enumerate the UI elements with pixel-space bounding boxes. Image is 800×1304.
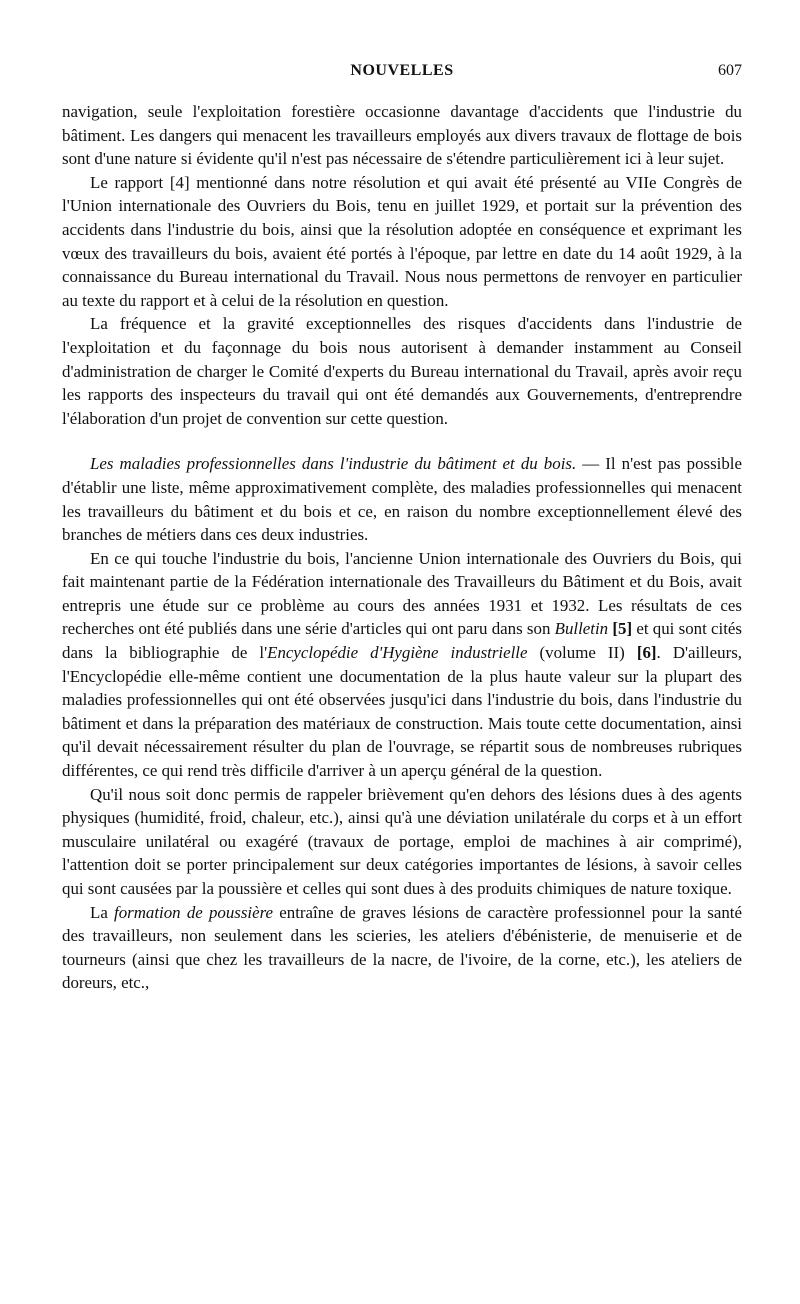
section-gap — [62, 430, 742, 452]
paragraph-5-text-c: (volume II) — [527, 643, 637, 663]
reference-5: [5] — [612, 619, 633, 639]
bulletin-title: Bulletin — [554, 619, 609, 639]
encyclopedia-title: Encyclopédie d'Hygiène industrielle — [267, 643, 528, 663]
paragraph-3: La fréquence et la gravité exceptionnelles des risques d'accidents dans l'industrie de l'exploitation et du façonnage du bois nous autorisent à demander instamment au Conseil d'administration de charger le Comité d'experts du Bureau international du Travail, après avoir reçu les rapports des inspecteurs du travail qui ont été demandés aux Gouvernements, d'entreprendre l'élaboration d'un projet de convention sur cette question. — [62, 314, 742, 428]
formation-de-poussiere: formation de poussière — [114, 902, 274, 922]
running-title: NOUVELLES — [350, 62, 454, 79]
paragraph-4-text: — Il n'est pas possible d'établir une liste, même approximativement complète, des maladies professionnelles qui menacent les travailleurs du bâtiment et du bois et ce, en raison du nombre exceptionnellement élevé des branches de métiers dans ces deux industries. — [62, 454, 742, 545]
page-number: 607 — [718, 62, 742, 79]
reference-6: [6] — [636, 643, 657, 663]
page-header — [62, 62, 742, 86]
paragraph-7 — [62, 901, 742, 995]
paragraph-5 — [62, 547, 742, 783]
paragraph-5-text-a: En ce qui touche l'industrie du bois, l'ancienne Union internationale des Ouvriers du Bois, qui fait maintenant partie de la Fédération internationale des Travailleurs du Bâtiment et du Bois, avait entrepris une étude sur ce problème au cours des années 1931 et 1932. Les résultats de ces recherches ont été publiés dans une série d'articles qui ont paru dans son — [62, 548, 742, 639]
paragraph-2: Le rapport [4] mentionné dans notre résolution et qui avait été présenté au VIIe Congrès de l'Union internationale des Ouvriers du Bois, tenu en juillet 1929, et portait sur la prévention des accidents dans l'industrie du bois, ainsi que la résolution adoptée en conséquence et exprimant les vœux des travailleurs du bois, avaient été portés à l'époque, par lettre en date du 14 août 1929, à la connaissance du Bureau international du Travail. Nous nous permettons de renvoyer en particulier au texte du rapport et à celui de la résolution en question. — [62, 172, 742, 310]
document-page — [62, 62, 742, 995]
section-heading: Les maladies professionnelles dans l'industrie du bâtiment et du bois. — [90, 454, 577, 474]
paragraph-4 — [62, 452, 742, 546]
paragraph-6: Qu'il nous soit donc permis de rappeler brièvement qu'en dehors des lésions dues à des agents physiques (humidité, froid, chaleur, etc.), ainsi qu'à une déviation unilatérale du corps et à un effort musculaire unilatéral ou exagéré (travaux de portage, emploi de machines à air comprimé), l'attention doit se porter principalement sur deux catégories importantes de lésions, à savoir celles qui sont causées par la poussière et celles qui sont dues à des produits chimiques de nature toxique. — [62, 784, 742, 898]
paragraph-5-text-b: et qui sont cités dans la bibliographie de l' — [62, 619, 742, 663]
paragraph-7-text-a: La — [90, 902, 114, 922]
paragraph-7-text-b: entraîne de graves lésions de caractère professionnel pour la santé des travailleurs, non seulement dans les scieries, les ateliers d'ébénisterie, de menuiserie et de tourneurs (ainsi que chez les travailleurs de la nacre, de l'ivoire, de la corne, etc.), les ateliers de doreurs, etc., — [62, 902, 742, 993]
paragraph-5-text-d: . D'ailleurs, l'Encyclopédie elle-même contient une documentation de la plus haute valeur sur la plupart des maladies professionnelles qui ont été observées jusqu'ici dans l'industrie du bois, dans l'industrie du bâtiment et dans la préparation des matériaux de construction. Mais toute cette documentation, ainsi qu'il devait nécessairement résulter du plan de l'ouvrage, se répartit sous de nombreuses rubriques différentes, ce qui rend très difficile d'arriver à un aperçu général de la question. — [62, 643, 742, 781]
paragraph-1: navigation, seule l'exploitation forestière occasionne davantage d'accidents que l'industrie du bâtiment. Les dangers qui menacent les travailleurs employés aux divers travaux de flottage de bois sont d'une nature si évidente qu'il n'est pas nécessaire de s'étendre particulièrement ici à leur sujet. — [62, 102, 742, 169]
